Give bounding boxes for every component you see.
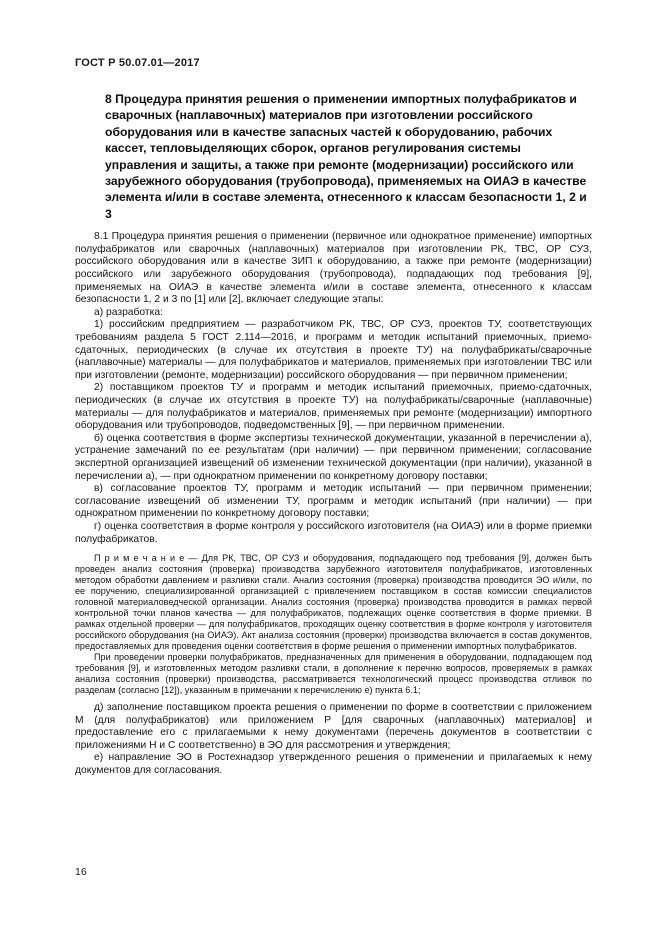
list-item-a: а) разработка:	[94, 306, 163, 318]
section-8-heading: 8 Процедура принятия решения о применении импортных полуфабрикатов и сварочных (наплавочных) материалов при изготовлении российского оборудования или в качестве запасных частей к оборудованию, рабочих кассет, тепловыделяющих сборок, органов регулирования системы управления и защиты, а также при ремонте (модернизации) российского или зарубежного оборудования (трубопровода), применяемых на ОИАЭ в качестве элемента и/или в составе элемента, отнесенного к классам безопасности 1, 2 и 3	[105, 92, 587, 221]
list-item-v: в) согласование проектов ТУ, программ и методик испытаний — при первичном применении; согласование извещений об изменении ТУ, программ и методик испытаний (при наличии) — при однократном применении по конкретному договору поставки;	[75, 483, 592, 520]
note-paragraph-2: При проведении проверки полуфабрикатов, предназначенных для применения в оборудовании, подпадающем под требования [9], и изготовленных методом разливки стали, в дополнение к перечню вопросов, проверяемых в рамках анализа состояния (проверки) производства, рассматривается технологический процесс производства отливок по разделам (согласно [12]), указанным в примечании к перечислению е) пункта 6.1;	[75, 652, 592, 696]
list-item-e: е) направление ЭО в Ростехнадзор утвержденного решения о применении и прилагаемых к нему документов для согласования.	[75, 752, 592, 777]
standard-designation: ГОСТ Р 50.07.01—2017	[75, 57, 200, 69]
list-item-g: г) оценка соответствия в форме контроля у российского изготовителя (на ОИАЭ) или в форме приемки полуфабрикатов.	[75, 520, 592, 545]
page-number: 16	[75, 866, 87, 878]
list-item-a-sub-2: 2) поставщиком проектов ТУ и программ и методик испытаний приемочных, приемо-сдаточных, периодических (в случае их отсутствия в проекте ТУ) на полуфабрикаты/сварочные (наплавочные) материалы — для полуфабрикатов и материалов, применяемых при ремонте (модернизации) импортного оборудования или трубопроводов, подведомственных [9], — при первичном применении.	[75, 382, 592, 432]
page-content	[75, 57, 592, 778]
note-paragraph-1: П р и м е ч а н и е — Для РК, ТВС, ОР СУЗ и оборудования, подпадающего под требования [9], должен быть проведен анализ состояния (проверка) производства зарубежного изготовителя полуфабрикатов, изготовленных методом обработки давлением и разливки стали. Анализ состояния (проверка) производства проводится ЭО и/или, по ее поручению, специализированной организацией с привлечением поставщиком в состав комиссии специалистов головной материаловедческой организации. Анализ состояния (проверка) производства проводится в рамках первой контрольной точки планов качества — для полуфабрикатов, подлежащих оценке соответствия в форме приемки. В рамках отдельной проверки — для полуфабрикатов, проходящих оценку соответствия в форме контроля у изготовителя российского оборудования (на ОИАЭ). Акт анализа состояния (проверки) производства включается в состав документов, предоставляемых для проведения оценки соответствия в форме решения о применении импортных полуфабрикатов.	[75, 553, 592, 652]
clause-8-1: 8.1 Процедура принятия решения о применении (первичное или однократное применение) импортных полуфабрикатов или сварочных (наплавочных) материалов при изготовлении РК, ТВС, ОР СУЗ, российского оборудования или в качестве ЗИП к оборудованию, а также при ремонте (модернизации) российского или зарубежного оборудования (трубопровода), подпадающих под требования [9], применяемых на ОИАЭ в качестве элемента и/или в составе элемента, отнесенного к классам безопасности 1, 2 и 3 по [1] или [2], включает следующие этапы:	[75, 231, 592, 306]
list-item-d: д) заполнение поставщиком проекта решения о применении по форме в соответствии с приложением М (для полуфабрикатов) или приложением Р [для сварочных (наплавочных) материалов] и предоставление его с прилагаемыми к нему документами (перечень документов в соответствии с приложениями Н и С соответственно) в ЭО для рассмотрения и утверждения;	[75, 702, 592, 751]
list-item-a-sub-1: 1) российским предприятием — разработчиком РК, ТВС, ОР СУЗ, проектов ТУ, соответствующих требованиям раздела 5 ГОСТ 2.114—2016, и программ и методик испытаний приемочных, приемо-сдаточных, периодических (в случае их отсутствия в проекте ТУ) на полуфабрикаты/сварочные (наплавочные) материалы — для полуфабрикатов и материалов, применяемых при изготовлении ТВС или при изготовлении (ремонте, модернизации) российского оборудования — при первичном применении;	[75, 319, 592, 381]
list-item-b: б) оценка соответствия в форме экспертизы технической документации, указанной в перечислении а), устранение замечаний по ее результатам (при наличии) — при первичном применении; согласование экспертной организацией извещений об изменении технической документации (при наличии), указанной в перечислении а), — при однократном применении по конкретному договору поставки;	[75, 432, 592, 482]
